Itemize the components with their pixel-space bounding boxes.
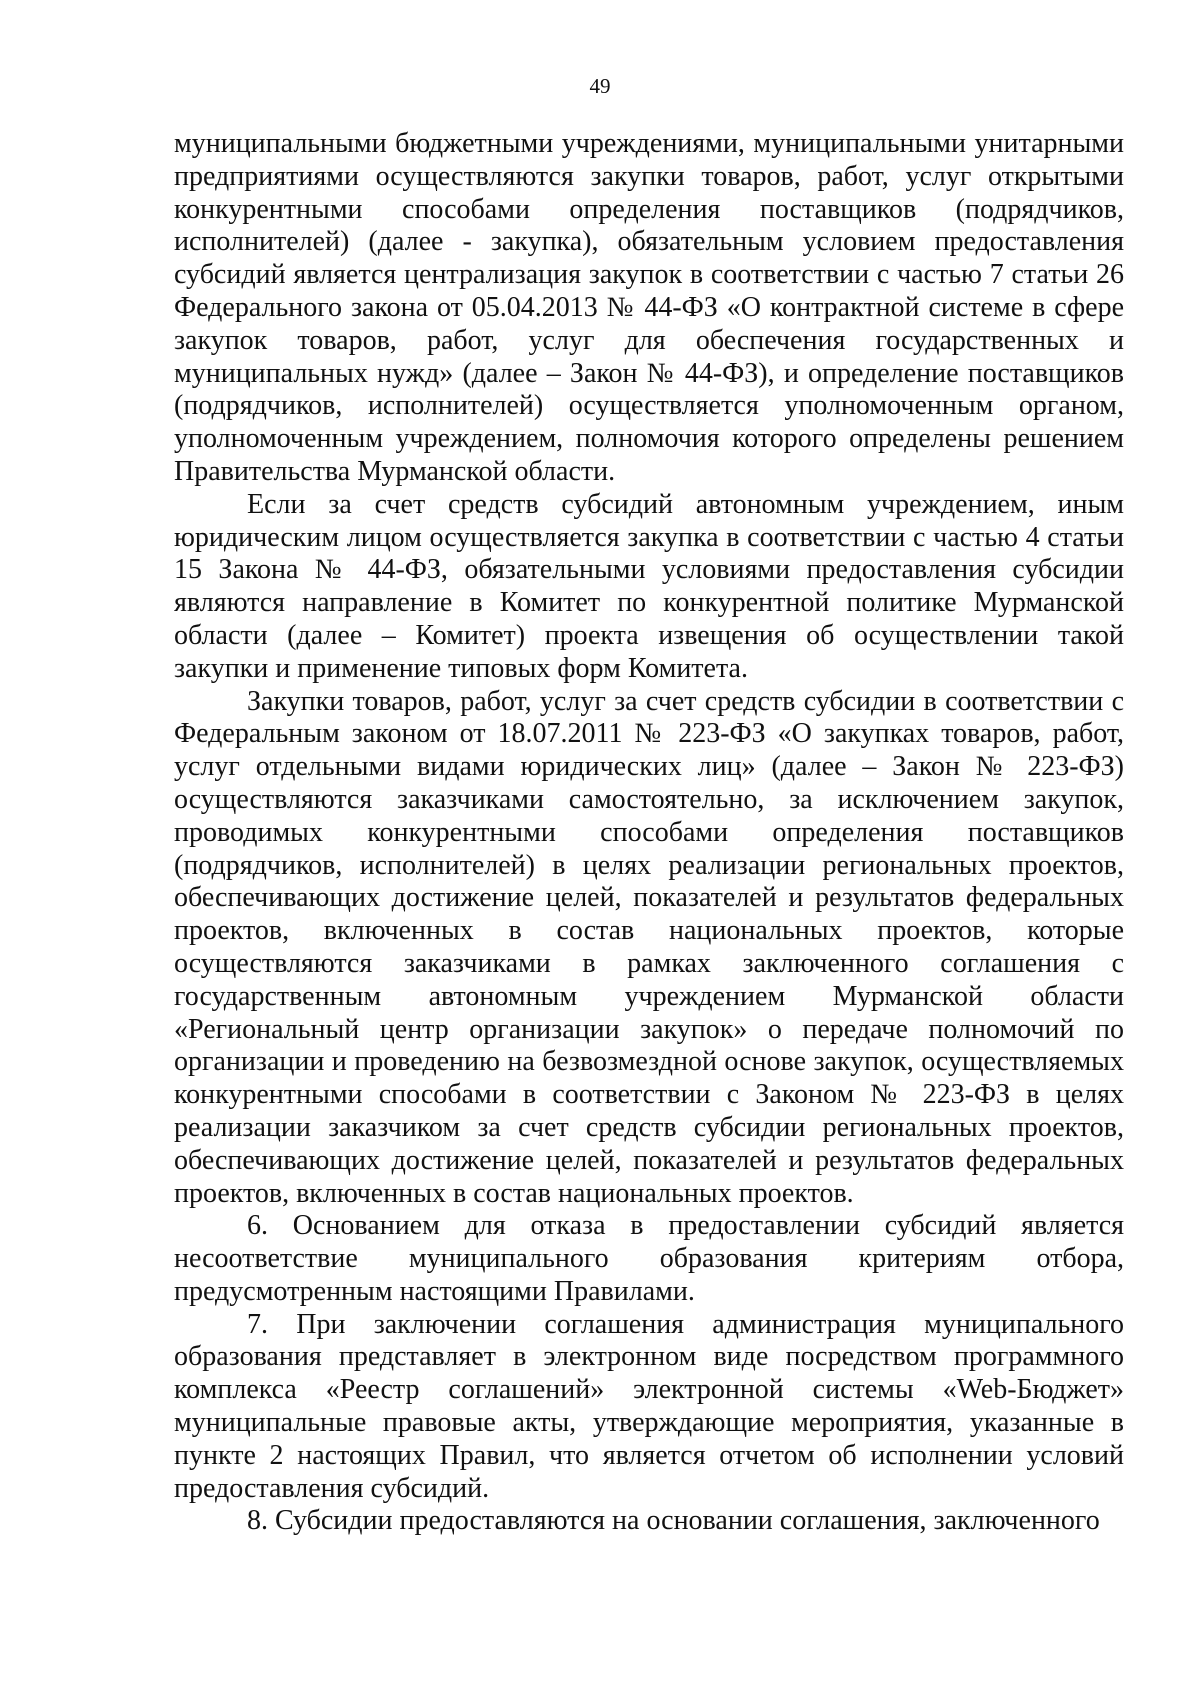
paragraph-procurement-centralization: муниципальными бюджетными учреждениями, муниципальными унитарными предприятиями осуществляются закупки товаров, работ, услуг открытыми конкурентными способами определения поставщиков (подрядчиков, исполнителей) (далее - закупка), обязательным условием предоставления субсидий является централизация закупок в соответствии с частью 7 статьи 26 Федерального закона от 05.04.2013 № 44-ФЗ «О контрактной системе в сфере закупок товаров, работ, услуг для обеспечения государственных и муниципальных нужд» (далее – Закон № 44-ФЗ), и определение поставщиков (подрядчиков, исполнителей) осуществляется уполномоченным органом, уполномоченным учреждением, полномочия которого определены решением Правительства Мурманской области. [174,128,1124,487]
page-number: 49 [589,74,611,98]
paragraph-item-7-agreement-documents: 7. При заключении соглашения администрация муниципального образования представляет в электронном виде посредством программного комплекса «Реестр соглашений» электронной системы «Web-Бюджет» муниципальные правовые акты, утверждающие мероприятия, указанные в пункте 2 настоящих Правил, что является отчетом об исполнении условий предоставления субсидий. [174,1308,1124,1504]
document-body [174,128,1124,1538]
paragraph-item-8-subsidy-agreement: 8. Субсидии предоставляются на основании соглашения, заключенного [247,1505,1100,1537]
paragraph-223-fz-procurement: Закупки товаров, работ, услуг за счет средств субсидии в соответствии с Федеральным законом от 18.07.2011 № 223-ФЗ «О закупках товаров, работ, услуг отдельными видами юридических лиц» (далее – Закон № 223-ФЗ) осуществляются заказчиками самостоятельно, за исключением закупок, проводимых конкурентными способами определения поставщиков (подрядчиков, исполнителей) в целях реализации региональных проектов, обеспечивающих достижение целей, показателей и результатов федеральных проектов, включенных в состав национальных проектов, которые осуществляются заказчиками в рамках заключенного соглашения с государственным автономным учреждением Мурманской области «Региональный центр организации закупок» о передаче полномочий по организации и проведению на безвозмездной основе закупок, осуществляемых конкурентными способами в соответствии с Законом № 223-ФЗ в целях реализации заказчиком за счет средств субсидии региональных проектов, обеспечивающих достижение целей, показателей и результатов федеральных проектов, включенных в состав национальных проектов. [174,685,1124,1209]
paragraph-autonomous-institution-procurement: Если за счет средств субсидий автономным учреждением, иным юридическим лицом осуществляется закупка в соответствии с частью 4 статьи 15 Закона № 44-ФЗ, обязательными условиями предоставления субсидии являются направление в Комитет по конкурентной политике Мурманской области (далее – Комитет) проекта извещения об осуществлении такой закупки и применение типовых форм Комитета. [174,488,1124,684]
paragraph-item-6-refusal-grounds: 6. Основанием для отказа в предоставлении субсидий является несоответствие муниципального образования критериям отбора, предусмотренным настоящими Правилами. [174,1210,1124,1307]
